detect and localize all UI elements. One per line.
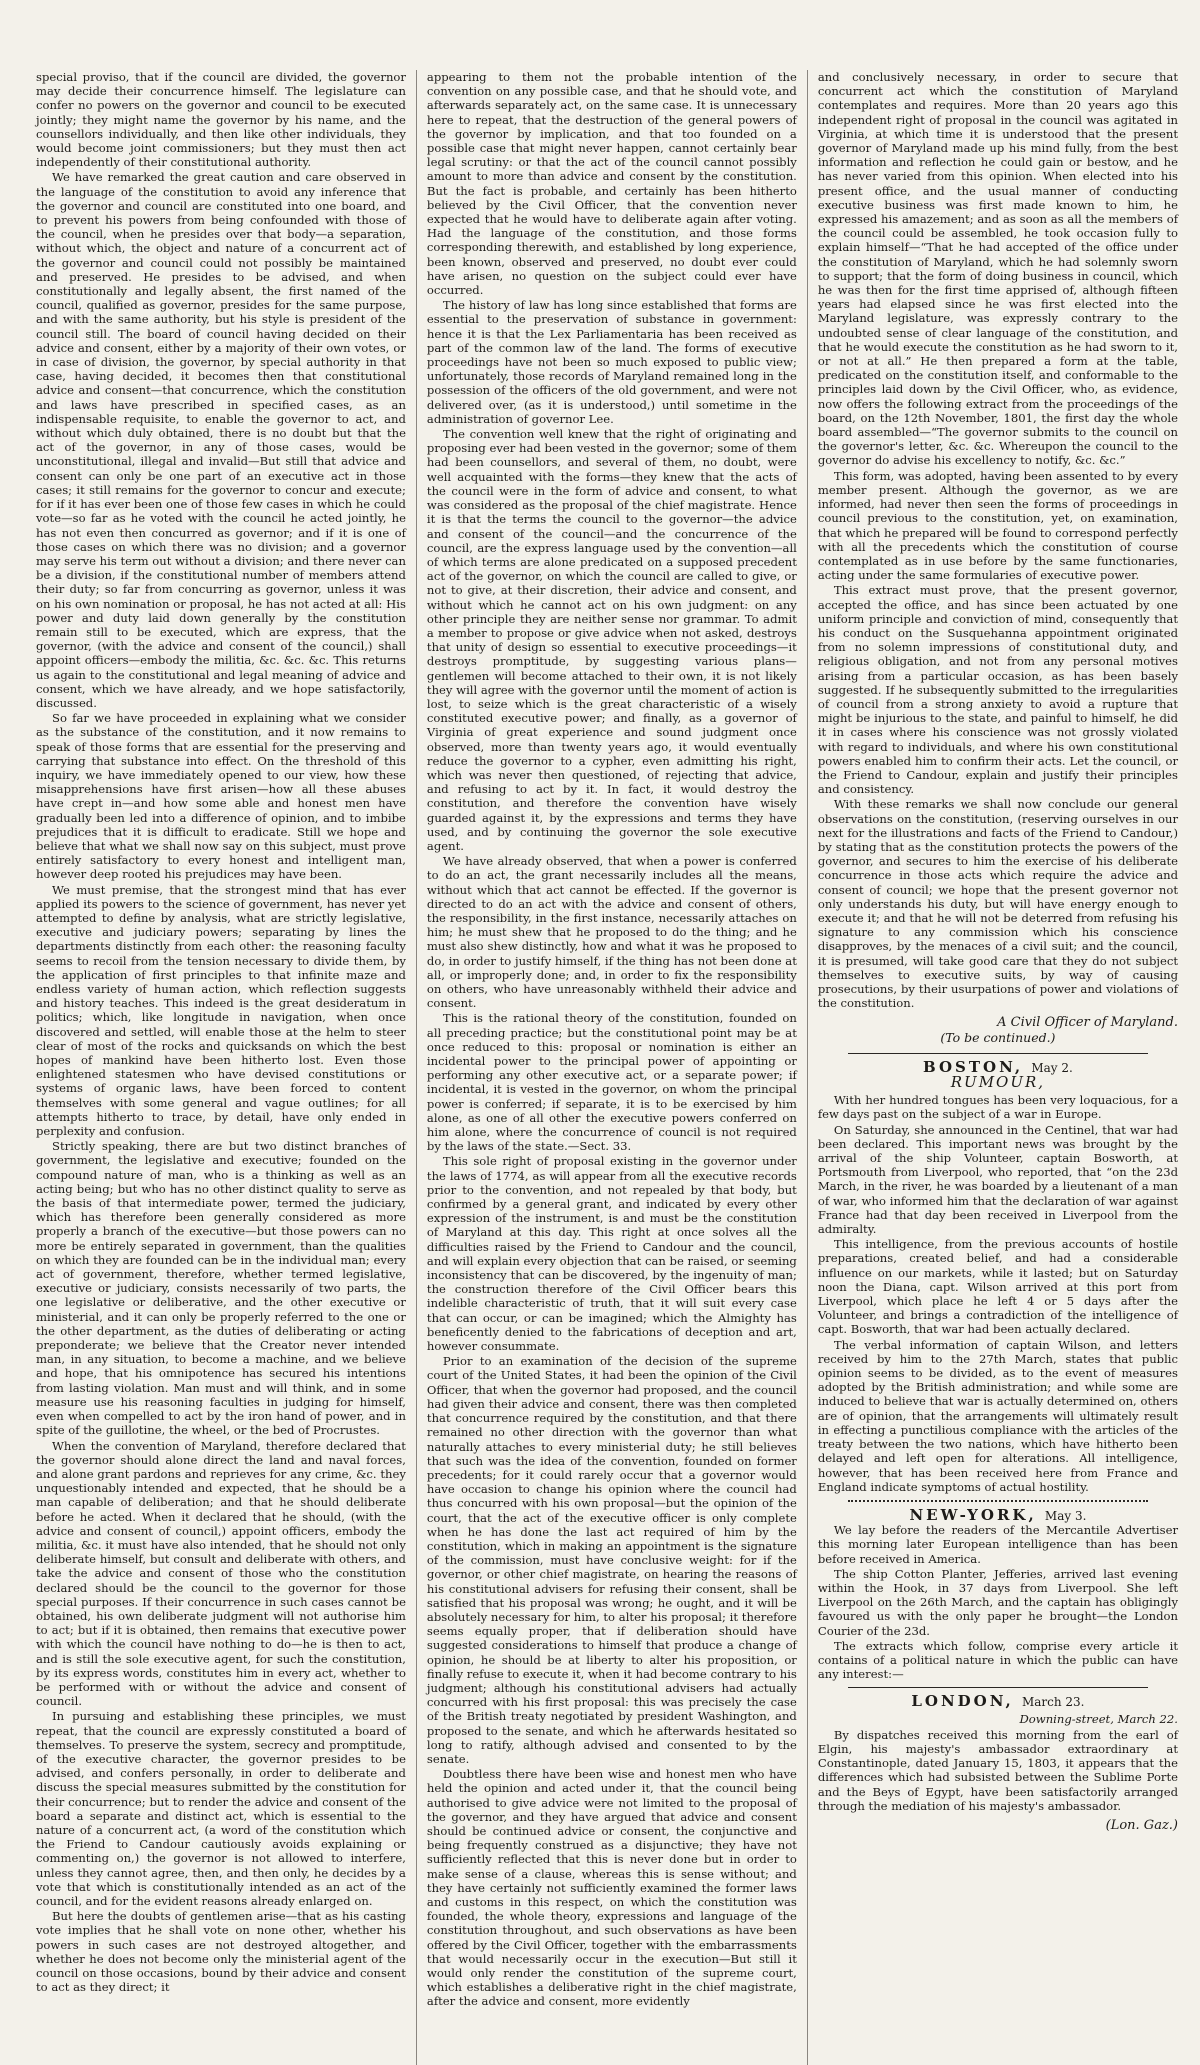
paragraph: Doubtless there have been wise and honest men who have held the opinion and acted under it, that the council being authorised to give advice were not limited to the proposal of the governor, and they have argued that advice and consent should be continued advice or consent, the conjunctive and being frequently construed as a disjunctive; they have not sufficiently reflected that this is never done but in order to make sense of a clause, whereas this is sense without; and they have certainly not sufficiently examined the former laws and customs in this respect, on which the constitution was founded, the whole theory, expressions and language of the constitution throughout, and such observations as have been offered by the Civil Officer, together with the embarrassments that would necessarily occur in the execution—But still it would only render the constitution of the supreme court, which establishes a deliberative right in the chief magistrate, after the advice and consent, more evidently	[426, 1767, 797, 2009]
paragraph: The ship Cotton Planter, Jefferies, arrived last evening within the Hook, in 37 days from Liverpool. She left Liverpool on the 26th March, and the captain has obligingly favoured us with the only paper he brought—the London Courier of the 23d.	[817, 1566, 1178, 1638]
paragraph: appearing to them not the probable intention of the convention on any possible case, and that he should vote, and afterwards separately act, on the same case. It is unnecessary here to repeat, that the destruction of the general powers of the governor by implication, and that too founded on a possible case that might never happen, cannot certainly bear legal scrutiny: or that the act of the council cannot possibly amount to more than advice and consent by the constitution. But the fact is probable, and certainly has been hitherto believed by the Civil Officer, that the convention never expected that he would have to deliberate again after voting. Had the language of the constitution, and those forms corresponding therewith, and established by long experience, been known, observed and preserved, no doubt ever could have arisen, no question on the subject could ever have occurred.	[426, 70, 797, 298]
paragraph: By dispatches received this morning from the earl of Elgin, his majesty's ambassador extraordinary at Constantinople, dated January 15, 1803, it appears that the differences which had subsisted between the Sublime Porte and the Beys of Egypt, have been satisfactorily arranged through the mediation of his majesty's ambassador.	[817, 1727, 1178, 1813]
paragraph: This extract must prove, that the present governor, accepted the office, and has since been actuated by one uniform principle and conviction of mind, consequently that his conduct on the Susquehanna appointment originated from no solemn impressions of constitutional duty, and religious obligation, and not from any personal motives arising from a particular occasion, as has been basely suggested. If he subsequently submitted to the irregularities of council from a strong anxiety to avoid a rupture that might be injurious to the state, and painful to himself, he did it in cases where his conscience was not grossly violated with regard to individuals, and where his own constitutional powers enabled him to confirm their acts. Let the council, or the Friend to Candour, explain and justify their principles and consistency.	[817, 583, 1178, 797]
dateline-date: March 23.	[1021, 1695, 1085, 1710]
paragraph: On Saturday, she announced in the Centinel, that war had been declared. This important news was brought by the arrival of the ship Volunteer, captain Bosworth, at Portsmouth from Liverpool, who reported, that “on the 23d March, in the river, he was boarded by a lieutenant of a man of war, who informed him that the declaration of war against France had that day been received in Liverpool from the admiralty.	[817, 1122, 1178, 1237]
paragraph: So far we have proceeded in explaining what we consider as the substance of the constitution, and it now remains to speak of those forms that are essential for the preserving and carrying that substance into effect. On the threshold of this inquiry, we have immediately opened to our view, how these misapprehensions have first arisen—how all these abuses have crept in—and how some able and honest men have gradually been led into a difference of opinion, and to imbibe prejudices that it is difficult to eradicate. Still we hope and believe that what we shall now say on this subject, must prove entirely satisfactory to every honest and intelligent man, however deep rooted his prejudices may have been.	[36, 711, 406, 882]
dateline-subhead: Downing-street, March 22.	[1019, 1711, 1178, 1726]
paragraph: This intelligence, from the previous accounts of hostile preparations, created belief, and had a considerable influence on our markets, while it lasted; but on Saturday noon the Diana, capt. Wilson arrived at this port from Liverpool, which place he left 4 or 5 days after the Volunteer, and brings a contradiction of the intelligence of capt. Bosworth, that war had been actually declared.	[817, 1237, 1178, 1337]
dateline-date: May 3.	[1044, 1508, 1087, 1523]
column-divider	[807, 70, 808, 2065]
paragraph: We have remarked the great caution and care observed in the language of the constitution to avoid any inference that the governor and council are constituted into one board, and to prevent his powers from being confounded with those of the council, when he presides over that body—a separation, without which, the object and nature of a concurrent act of the governor and council could not possibly be maintained and preserved. He presides to be advised, and when constitutionally and legally absent, the first named of the council, qualified as governor, presides for the same purpose, and with the same authority, but his style is president of the council still. The board of council having decided on their advice and consent, either by a majority of their own votes, or in case of division, the governor, by special authority in that case, having decided, it becomes then that constitutional advice and consent—that concurrence, which the constitution and laws have prescribed in specified cases, as an indispensable requisite, to enable the governor to act, and without which duly obtained, there is no doubt but that the act of the governor, in any of those cases, would be unconstitutional, illegal and invalid—But still that advice and consent can only be one part of an executive act in those cases; it still remains for the governor to concur and execute; for if it has ever been one of those few cases in which he could vote—so far as he voted with the council he acted jointly, he has not even then concurred as governor; and if it is one of those cases on which there was no division; and a governor may serve his term out without a division; and there never can be a division, if the constitutional number of members attend their duty; so far from concurring as governor, unless it was on his own nomination or proposal, he has not acted at all: His power and duty laid down generally by the constitution remain still to be executed, which are express, that the governor, (with the advice and consent of the council,) shall appoint officers—embody the militia, &c. &c. &c. This returns us again to the constitutional and legal meaning of advice and consent, which we have already, and we hope satisfactorily, discussed.	[36, 170, 406, 710]
dateline-place: BOSTON,	[923, 1057, 1024, 1076]
section-rule	[848, 1687, 1148, 1688]
paragraph: When the convention of Maryland, therefore declared that the governor should alone direct the land and naval forces, and alone grant pardons and reprieves for any crime, &c. they unquestionably intended and expected, that he should be a man capable of deliberation; and that he should deliberate before he acted. When it declared that he should, (with the advice and consent of council,) appoint officers, embody the militia, &c. it must have also intended, that he should not only deliberate himself, but consult and deliberate with others, and take the advice and consent of those who the constitution declared should be the council to the governor for those special purposes. If their concurrence in such cases cannot be obtained, his own deliberate judgment will not authorise him to act; but if it is obtained, then remains that executive power with which the council have nothing to do—he is then to act, and is still the sole executive agent, for such the constitution, by its express words, constitutes him in every act, whether to be performed with or without the advice and consent of council.	[36, 1438, 406, 1709]
dateline-place: NEW-YORK,	[909, 1505, 1037, 1524]
section-rule	[848, 1053, 1148, 1054]
paragraph: We must premise, that the strongest mind that has ever applied its powers to the science of government, has never yet attempted to define by analysis, what are strictly legislative, executive and judiciary powers; separating by lines the departments distinctly from each other: the reasoning faculty seems to recoil from the tension necessary to divide them, by the application of first principles to that infinite maze and endless variety of human action, which reflection suggests and history teaches. This indeed is the great desideratum in politics; which, like longitude in navigation, when once discovered and settled, will enable those at the helm to steer clear of most of the rocks and quicksands on which the best hopes of mankind have been hitherto lost. Even those enlightened statesmen who have devised constitutions or systems of organic laws, have been forced to content themselves with some general and vague outlines; for all attempts hitherto to trace, by detail, have only ended in perplexity and confusion.	[36, 882, 406, 1139]
paragraph: The verbal information of captain Wilson, and letters received by him to the 27th March, states that public opinion seems to be divided, as to the event of measures adopted by the British administration; and while some are induced to believe that war is actually determined on, others are of opinion, that the arrangements will ultimately result in effecting a punctilious compliance with the articles of the treaty between the two nations, which have hitherto been delayed and left open for alterations. All intelligence, however, that has been received here from France and England indicate symptoms of actual hostility.	[817, 1337, 1178, 1494]
paragraph: This is the rational theory of the constitution, founded on all preceding practice; but the constitutional point may be at once reduced to this: proposal or nomination is either an incidental power to the principal power of appointing or performing any other executive act, or a separate power; if incidental, it is vested in the governor, on whom the principal power is conferred; if separate, it is to be exercised by him alone, as one of all other the executive powers conferred on him alone, where the concurrence of council is not required by the laws of the state.—Sect. 33.	[426, 1011, 797, 1154]
continuation-note: (To be continued.)	[940, 1029, 1056, 1045]
section-rule	[848, 1500, 1148, 1502]
paragraph: We have already observed, that when a power is conferred to do an act, the grant necessarily includes all the means, without which that act cannot be effected. If the governor is directed to do an act with the advice and consent of others, the responsibility, in the first instance, necessarily attaches on him; he must shew that he proposed to do the thing; and he must also shew distinctly, how and what it was he proposed to do, in order to justify himself, if the thing has not been done at all, or improperly done; and, in order to fix the responsibility on others, who have unreasonably withheld their advice and consent.	[426, 854, 797, 1011]
column-left	[28, 70, 414, 2065]
paragraph: This form, was adopted, having been assented to by every member present. Although the governor, as we are informed, had never then seen the forms of proceedings in council previous to the constitution, yet, on examination, that which he prepared will be found to correspond perfectly with all the precedents which the constitution of course contemplated as in use before by the same functionaries, acting under the same formularies of executive power.	[817, 468, 1178, 583]
columns	[28, 70, 1186, 2065]
paragraph: The extracts which follow, comprise every article it contains of a political nature in which the public can have any interest:—	[817, 1638, 1178, 1682]
paragraph: With these remarks we shall now conclude our general observations on the constitution, (reserving ourselves in our next for the illustrations and facts of the Friend to Candour,) by stating that as the constitution protects the powers of the governor, and secures to him the exercise of his deliberate concurrence in those acts which require the advice and consent of council; we hope that the present governor not only understands his duty, but will have energy enough to execute it; and that he will not be deterred from refusing his signature to any commission which his conscience disapproves, by the menaces of a civil suit; and the council, it is presumed, will take good care that they do not subject themselves to executive suits, by way of causing prosecutions, by their usurpations of power and violations of the constitution.	[817, 797, 1178, 1011]
paragraph: This sole right of proposal existing in the governor under the laws of 1774, as will appear from all the executive records prior to the convention, and not repealed by that body, but confirmed by a general grant, and indicated by every other expression of the instrument, is and must be the constitution of Maryland at this day. This right at once solves all the difficulties raised by the Friend to Candour and the council, and will explain every objection that can be raised, or seeming inconsistency that can be discovered, by the ingenuity of man; the construction therefore of the Civil Officer bears this indelible characteristic of truth, that it will suit every case that can occur, or can be imagined; which the Almighty has beneficently denied to the fabrications of deception and art, however consummate.	[426, 1154, 797, 1354]
column-divider	[416, 70, 417, 2065]
paragraph: We lay before the readers of the Mercantile Advertiser this morning later European intelligence than has been before received in America.	[817, 1523, 1178, 1566]
paragraph: In pursuing and establishing these principles, we must repeat, that the council are expressly constituted a board of themselves. To preserve the system, secrecy and promptitude, of the executive character, the governor presides to be advised, and confers personally, in order to deliberate and discuss the special measures submitted by the constitution for their concurrence; but to render the advice and consent of the board a separate and distinct act, which is essential to the nature of a concurrent act, (a word of the constitution which the Friend to Candour cautiously avoids explaining or commenting on,) the governor is not allowed to interfere, unless they cannot agree, then, and then only, he decides by a vote that which is constitutionally intended as an act of the council, and for the evident reasons already enlarged on.	[36, 1709, 406, 1908]
paragraph: and conclusively necessary, in order to secure that concurrent act which the constitution of Maryland contemplates and requires. More than 20 years ago this independent right of proposal in the council was agitated in Virginia, at which time it is understood that the present governor of Maryland made up his mind fully, from the best information and reflection he could gain or bestow, and he has never varied from this opinion. When elected into his present office, and the usual manner of conducting executive business was first made known to him, he expressed his amazement; and as soon as all the members of the council could be assembled, he took occasion fully to explain himself—“That he had accepted of the office under the constitution of Maryland, which he had solemnly sworn to support; that the form of doing business in council, which he was then for the first time apprised of, although fifteen years had elapsed since he was first elected into the Maryland legislature, was expressly contrary to the undoubted sense of clear language of the constitution, and that he would execute the constitution as he had sworn to it, or not at all.” He then prepared a form at the table, predicated on the constitution itself, and conformable to the principles laid down by the Civil Officer, who, as evidence, now offers the following extract from the proceedings of the board, on the 12th November, 1801, the first day the whole board assembled—“The governor submits to the council on the governor's letter, &c. &c. Whereupon the council to the governor do advise his excellency to notify, &c. &c.”	[817, 70, 1178, 468]
dateline-new-york	[818, 1505, 1178, 1524]
paragraph: But here the doubts of gentlemen arise—that as his casting vote implies that he shall vote on none other, whether his powers in such cases are not destroyed altogether, and whether he does not become only the ministerial agent of the council on those occasions, bound by their advice and consent to act as they direct; it	[36, 1909, 406, 1995]
paragraph: special proviso, that if the council are divided, the governor may decide their concurrence himself. The legislature can confer no powers on the governor and council to be executed jointly; they might name the governor by his name, and the counsellors individually, and then like other individuals, they would become joint commissioners; but they must then act independently of their constitutional authority.	[36, 70, 406, 170]
dateline-london	[818, 1694, 1178, 1709]
dateline-date: May 2.	[1031, 1060, 1073, 1075]
paragraph: With her hundred tongues has been very loquacious, for a few days past on the subject of a war in Europe.	[817, 1093, 1178, 1122]
paragraph: Prior to an examination of the decision of the supreme court of the United States, it had been the opinion of the Civil Officer, that when the governor had proposed, and the council had given their advice and consent, there was then completed that concurrence required by the constitution, and that there remained no other direction with the governor than what naturally attaches to every ministerial duty; he still believes that such was the idea of the convention, founded on former precedents; for it could rarely occur that a governor would have occasion to change his opinion where the council had thus concurred with his own proposal—but the opinion of the court, that the act of the executive officer is only complete when he has done the last act required of him by the constitution, which in making an appointment is the signature of the commission, must have conclusive weight: for if the governor, or other chief magistrate, on hearing the reasons of his constitutional advisers for refusing their consent, shall be satisfied that his proposal was wrong; he ought, and it will be absolutely necessary for him, to alter his proposal; it therefore seems equally proper, that if deliberation should have suggested considerations to himself that produce a change of opinion, he should be at liberty to alter his proposition, or finally refuse to execute it, when it had become contrary to his judgment; although his constitutional advisers had actually concurred with his first proposal: this was precisely the case of the British treaty negotiated by president Washington, and proposed to the senate, and which he afterwards hesitated so long to ratify, although advised and consented to by the senate.	[426, 1354, 797, 1766]
dateline-place: LONDON,	[911, 1692, 1014, 1711]
paragraph: The convention well knew that the right of originating and proposing ever had been vested in the governor; some of them had been counsellors, and several of them, no doubt, were well acquainted with the forms—they knew that the acts of the council were in the form of advice and consent, to what was considered as the proposal of the chief magistrate. Hence it is that the terms the council to the governor—the advice and consent of the council—and the concurrence of the council, are the express language used by the convention—all of which terms are alone predicated on a supposed precedent act of the governor, on which the council are called to give, or not to give, at their discretion, their advice and consent, and without which he cannot act on his own judgment: on any other principle they are neither sense nor grammar. To admit a member to propose or give advice when not asked, destroys that unity of design so essential to executive proceedings—it destroys promptitude, by suggesting various plans—gentlemen will become attached to their own, it is not likely they will agree with the governor until the moment of action is lost, to seize which is the great characteristic of a wisely constituted executive power; and finally, as a governor of Virginia of great experience and sound judgment once observed, more than twenty years ago, it would eventually reduce the governor to a cypher, even admitting his right, which was never then questioned, of rejecting that advice, and refusing to act by it. In fact, it would destroy the constitution, and therefore the convention have wisely guarded against it, by the expressions and terms they have used, and by continuing the governor the sole executive agent.	[426, 427, 797, 853]
rumour-heading: RUMOUR,	[950, 1073, 1046, 1092]
column-right	[810, 70, 1186, 2065]
source-credit: (Lon. Gaz.)	[1105, 1817, 1178, 1833]
column-middle	[419, 70, 805, 2065]
paragraph: The history of law has long since established that forms are essential to the preservation of substance in government: hence it is that the Lex Parliamentaria has been received as part of the common law of the land. The forms of executive proceedings have not been so much exposed to public view; unfortunately, those records of Maryland remained long in the possession of the officers of the old government, and were not delivered over, (as it is understood,) until sometime in the administration of governor Lee.	[426, 298, 797, 426]
article-signature: A Civil Officer of Maryland.	[997, 1015, 1178, 1031]
paragraph: Strictly speaking, there are but two distinct branches of government, the legislative and executive; founded on the compound nature of man, who is a thinking as well as an acting being; but who has no other distinct quality to serve as the basis of that intermediate power, termed the judiciary, which has therefore been generally considered as more properly a branch of the executive—but those powers can no more be entirely separated in government, than the qualities on which they are founded can be in the individual man; every act of government, therefore, whether termed legislative, executive or judiciary, consists necessarily of two parts, the one legislative or deliberative, and the other executive or ministerial, and it can only be properly referred to the one or the other department, as the duties of deliberating or acting preponderate; we believe that the Creator never intended man, in any situation, to become a machine, and we believe and hope, that his omnipotence has secured his intentions from lasting violation. Man must and will think, and in some measure use his reasoning faculties in judging for himself, even when compelled to act by the iron hand of power, and in spite of the guillotine, the wheel, or the bed of Procrustes.	[36, 1139, 406, 1438]
